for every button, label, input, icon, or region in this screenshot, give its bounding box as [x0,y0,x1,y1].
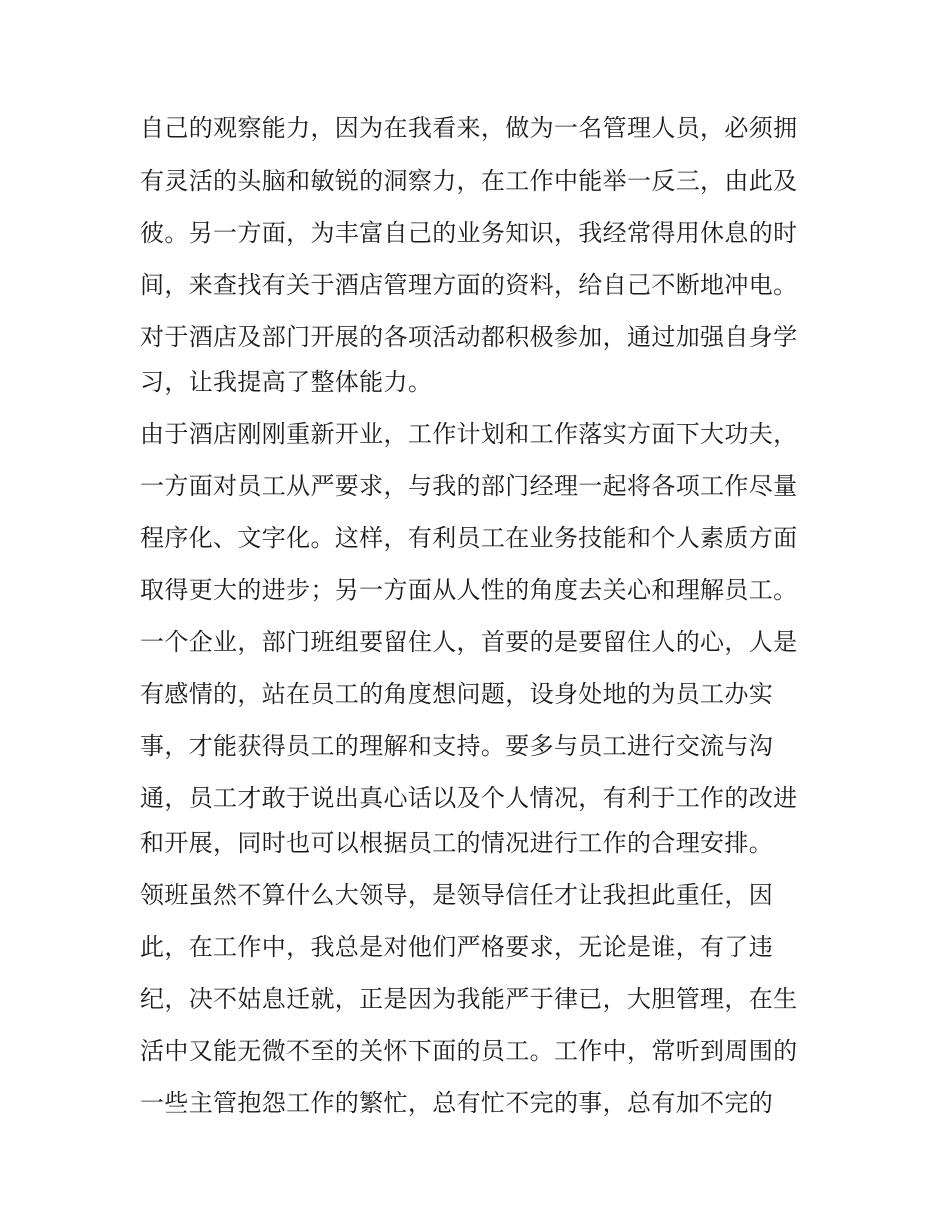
text-line: 纪，决不姑息迁就，正是因为我能严于律已，大胆管理，在生 [140,985,798,1013]
text-line: 事，才能获得员工的理解和支持。要多与员工进行交流与沟 [140,732,774,760]
text-line: 程序化、文字化。这样，有利员工在业务技能和个人素质方面 [140,524,798,552]
text-line: 间，来查找有关于酒店管理方面的资料，给自己不断地冲电。 [140,271,798,299]
text-line: 和开展，同时也可以根据员工的情况进行工作的合理安排。 [140,829,774,857]
text-line: 领班虽然不算什么大领导，是领导信任才让我担此重任，因 [140,881,774,909]
text-line: 一些主管抱怨工作的繁忙，总有忙不完的事，总有加不完的 [140,1089,774,1117]
text-line: 由于酒店刚刚重新开业，工作计划和工作落实方面下大功夫， [140,420,798,448]
text-line: 有灵活的头脑和敏锐的洞察力，在工作中能举一反三，由此及 [140,167,798,195]
text-line: 有感情的，站在员工的角度想问题，设身处地的为员工办实 [140,680,774,708]
text-line: 一个企业，部门班组要留住人，首要的是要留住人的心，人是 [140,628,798,656]
text-line: 习，让我提高了整体能力。 [140,368,433,396]
text-line: 彼。另一方面，为丰富自己的业务知识，我经常得用休息的时 [140,219,798,247]
text-line: 此，在工作中，我总是对他们严格要求，无论是谁，有了违 [140,933,774,961]
text-line: 通，员工才敢于说出真心话以及个人情况，有利于工作的改进 [140,784,798,812]
text-line: 对于酒店及部门开展的各项活动都积极参加，通过加强自身学 [140,323,798,351]
text-line: 一方面对员工从严要求，与我的部门经理一起将各项工作尽量 [140,472,798,500]
text-line: 自己的观察能力，因为在我看来，做为一名管理人员，必须拥 [140,114,798,142]
text-line: 活中又能无微不至的关怀下面的员工。工作中，常听到周围的 [140,1037,798,1065]
text-line: 取得更大的进步；另一方面从人性的角度去关心和理解员工。 [140,576,798,604]
